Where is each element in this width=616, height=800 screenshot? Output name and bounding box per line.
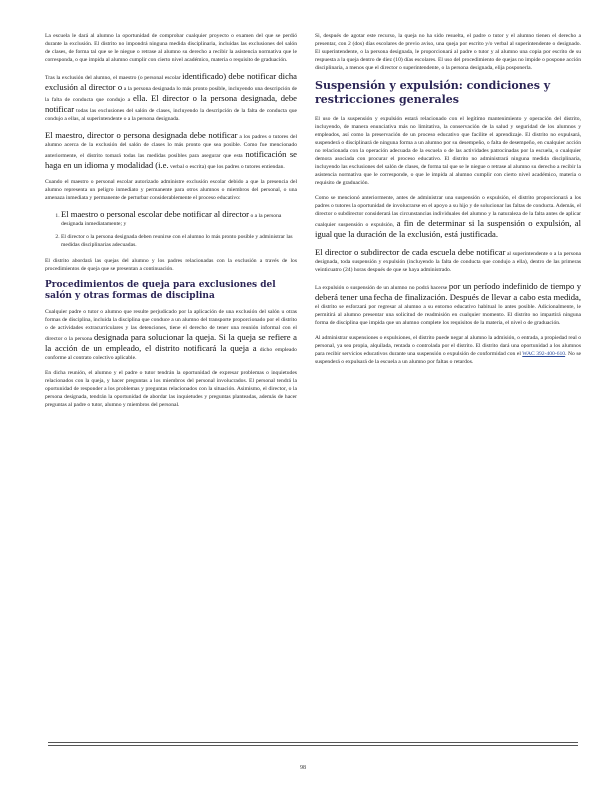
paragraph (315, 334, 581, 366)
paragraph: La escuela le dará al alumno la oportunidad de comprobar cualquier proyecto o examen del que se perdió durante la exclusión. El distrito no impondrá ninguna medida disciplinaria, incluidas las exclusiones del salón de clases, de forma tal que se le niegue o retrase al alumno su derecho a recibir la asistencia normativa que le corresponda, o que impida al alumno cumplir con cierto nivel académico, materia o requisito de graduación. (45, 33, 297, 63)
list-item-text-large: El maestro o personal escolar debe notificar al director (61, 209, 250, 219)
paragraph-text: el distrito se esforzará por regresar al alumno a su entorno educativo habitual lo antes posible. Adicionalmente, le permitirá al alumno presentar una solicitud de readmisión en cualquier momento. El distrito no impartirá ninguna forma de disciplina que impida que un alumno complete los requisitos de la materia, el nivel o de graduación. (315, 304, 581, 326)
list-item-text: El director o la persona designada deben reunirse con el alumno lo más pronto posible y administrar las medidas disciplinarias adecuadas. (61, 234, 293, 248)
paragraph-text: Cualquier padre o tutor o alumno que resulte perjudicado por la aplicación de una exclusión del salón u otras formas de disciplina, incluida la disciplina que conduce a un alumno del transporte proporcionado por el distrito o de actividades extracurriculares y las detenciones, tiene el derecho de tener una reunión informal con el director o la persona (45, 309, 297, 342)
list-item (61, 233, 297, 249)
paragraph-text: a los padres o tutores del alumno acerca de la exclusión del salón de clases lo más pronto que sea posible. Como fue mencionado anteriormente, el distrito tomará todas las medidas posibles para asegurar que esta (45, 134, 297, 159)
section-heading: Procedimientos de queja para exclusiones del salón y otras formas de disciplina (45, 280, 276, 301)
paragraph: El uso de la suspensión y expulsión estará relacionado con el legítimo mantenimiento y operación del distrito, incluyendo, de manera enunciativa más no limitativa, la conservación de la salud y seguridad de los alumnos y empleados, así como la preservación de un proceso educativo que facilite el aprendizaje. El distrito no expulsará, suspenderá o disciplinará de ninguna forma a un alumno por su desempeño, o falta de desempeño, en cualquier acción no relacionada con la operación adecuada de la escuela o de las actividades patrocinadas por la escuela, o cualquier demora asociada con procurar el proceso educativo. El distrito no administrará ninguna medida disciplinaria, incluyendo las exclusiones del salón de clases, de forma tal que se le niegue o retrase al alumno su derecho a recibir la asistencia normativa que le corresponde, o que le impida al alumno cumplir con cierto nivel académico, materia o requisito de graduación. (315, 116, 581, 186)
footer-rule (48, 745, 578, 746)
paragraph-text: a la persona designada lo más pronto posible, incluyendo una descripción de la falta de conducta que condujo a (45, 86, 297, 103)
paragraph-text-large: El director o subdirector de cada escuela debe notificar (315, 247, 506, 257)
paragraph-text: Tras la exclusión del alumno, el maestro (o personal escolar (45, 75, 181, 81)
paragraph-text: Al administrar suspensiones o expulsiones, el distrito puede negar al alumno la admisión, o entrada, a propiedad real o personal, ya sea propia, alquilada, rentada o controlada por el distrito. El distrito dará una oportunidad a los alumnos para recibir servicios educativos durante una suspensión o expulsión de conformidad con el (315, 335, 581, 357)
list-item (61, 209, 297, 228)
paragraph-text: dicho empleado conforme al contrato colectivo aplicable. (45, 347, 297, 361)
numbered-list (45, 209, 297, 249)
paragraph: Si, después de agotar este recurso, la queja no ha sido resuelta, el padre o tutor y el alumno tienen el derecho a presentar, con 2 (dos) días escolares de previo aviso, una queja por escrito y/o verbal al superintendente o designado. El superintendente, o la persona designada, le proporcionará al padre o tutor y al alumno una copia por escrito de su respuesta a la queja dentro de diez (10) días escolares. El uso del procedimiento de quejas no impide o pospone acción disciplinaria, a menos que el director o superintendente, o la persona designada, elija posponerla. (315, 33, 581, 71)
paragraph: El distrito abordará las quejas del alumno y los padres relacionadas con la exclusión a través de los procedimientos de queja que se presentan a continuación. (45, 258, 297, 272)
paragraph-text: verbal o escrita) que los padres o tutores entiendan. (170, 164, 285, 170)
paragraph-text: . No se suspenderá o expulsará de la escuela a un alumno por faltas o retardos. (315, 351, 581, 365)
paragraph-text: Como se mencionó anteriormente, antes de administrar una suspensión o expulsión, el distrito proporcionará a los padres o tutores la oportunidad de involucrarse en el apoyo a su hijo y de solucionar las faltas de conducta. Además, el director o subdirector considerará las circunstancias individuales del alumno y la naturaleza de la falta antes de aplicar cualquier suspensión o expulsión, (315, 195, 581, 228)
paragraph-text-large: ella. El director o la persona designada, debe notificar (45, 93, 297, 114)
paragraph-text-large: designada para solucionar la queja. Si la queja se refiere a (93, 332, 297, 342)
paragraph (315, 281, 581, 327)
paragraph-text-large: a fin de determinar si la suspensión o expulsión, al igual (315, 218, 581, 239)
list-item-text: o a la persona designada inmediatamente; y (61, 213, 282, 227)
paragraph (45, 130, 297, 171)
paragraph (315, 194, 581, 240)
right-column (315, 32, 581, 373)
paragraph-text: al superintendente o a la persona designada, toda suspensión y expulsión (incluyendo la falta de conducta que condujo a ella), dentro de las primeras veinticuatro (24) horas después de que se haya administrado. (315, 251, 581, 273)
footer-rule (48, 742, 578, 743)
page-number: 98 (300, 765, 306, 771)
paragraph-text-large: que la duración de la exclusión, está justificada. (333, 229, 499, 239)
paragraph-text-large: identificado) debe notificar dicha exclusión al director o (45, 71, 297, 92)
wac-link[interactable]: WAC 392-400-610 (522, 351, 566, 357)
paragraph: En dicha reunión, el alumno y el padre o tutor tendrán la oportunidad de expresar problemas o inquietudes relacionados con la queja, y hacer preguntas a los miembros del personal involucrados. El personal tendrá la oportunidad de responder a los problemas y preguntas relacionados con la situación. Asimismo, el director, o la persona designada, tendrán la oportunidad de abordar las inquietudes y preguntas planteadas, además de hacer preguntas al padre o tutor, alumno y miembros del personal. (45, 370, 297, 408)
paragraph-text: La expulsión o suspensión de un alumno no podrá hacerse (315, 285, 448, 291)
section-heading: Suspensión y expulsión: condiciones y restricciones generales (315, 79, 551, 106)
paragraph: Cuando el maestro o personal escolar autorizado administre exclusión escolar debido a que la presencia del alumno representa un peligro inmediato y permanente para otros alumnos o miembros del personal, o una amenaza inmediata y permanente de perturbar considerablemente el proceso educativo: (45, 179, 297, 201)
paragraph-text-large: notificación se haga en un idioma y modalidad (i.e. (45, 149, 297, 170)
paragraph-text-large: por un período indefinido de tiempo y deberá tener una (315, 281, 581, 302)
paragraph-text-large: fecha de finalización. Después de llevar a cabo esta medida, (373, 292, 582, 302)
paragraph (45, 308, 297, 362)
paragraph (315, 247, 581, 274)
paragraph-text: todas las exclusiones del salón de clases, incluyendo la descripción de la falta de conducta que condujo a ellas, al superintendente o a la persona designada. (45, 108, 297, 122)
paragraph (45, 71, 297, 123)
paragraph-text-large: la acción de un empleado, el distrito notificará la queja a (45, 343, 257, 353)
paragraph-text-large: El maestro, director o persona designada debe notificar (45, 130, 238, 140)
left-column (45, 32, 297, 416)
